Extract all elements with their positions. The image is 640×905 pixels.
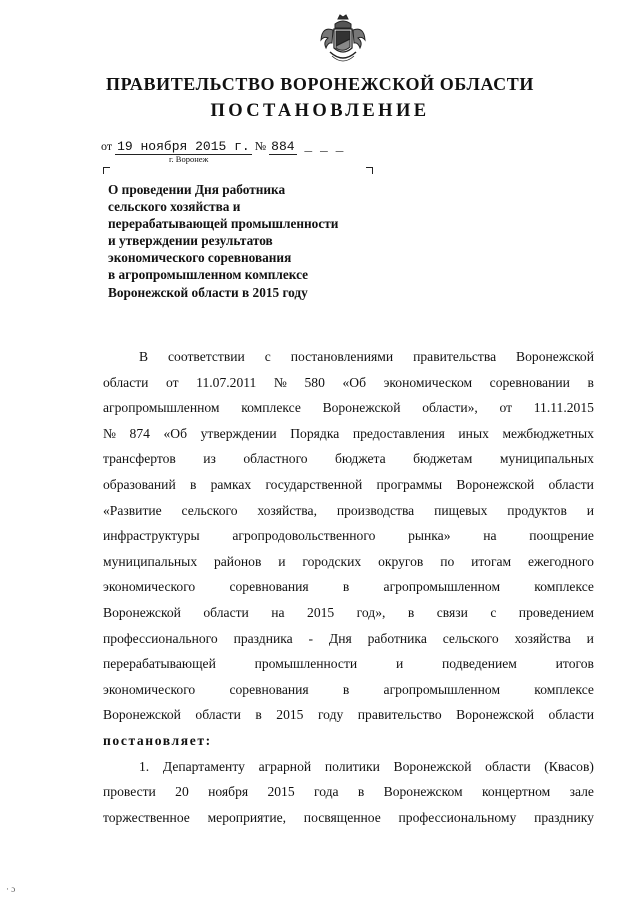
body-word: зале [569, 784, 594, 800]
body-word: посвященное [303, 809, 381, 825]
body-word: пищевых [434, 502, 488, 518]
body-word: районов [213, 553, 262, 569]
body-line [103, 754, 594, 780]
body-word: 2015 [307, 604, 335, 620]
body-word: промышленности [254, 656, 358, 672]
body-word: торжественное [103, 809, 190, 825]
body-line [103, 472, 594, 498]
body-word: аграрной [258, 758, 312, 774]
body-word: на [271, 604, 285, 620]
body-line [103, 779, 594, 805]
body-word: Департаменту [162, 758, 245, 774]
body-word: и [278, 553, 286, 569]
body-line [103, 498, 594, 524]
body-word: на [483, 528, 497, 544]
body-word: связи [436, 604, 468, 620]
resolves-line: постановляет: [103, 732, 212, 748]
body-line [103, 702, 594, 728]
body-word: государственной [265, 476, 363, 492]
body-word: - [308, 630, 314, 646]
body-word: 11.07.2011 [196, 374, 257, 390]
body-word: концертном [481, 784, 551, 800]
body-word: мероприятие, [207, 809, 287, 825]
date-number-line: от 19 ноября 2015 г. № 884 _ _ _ [101, 139, 344, 154]
body-word: области [548, 707, 594, 723]
body-word: комплексе [534, 579, 594, 595]
body-word: Воронежской [393, 758, 472, 774]
body-word: экономическом [383, 374, 473, 390]
body-word: «Развитие [103, 502, 162, 518]
body-word: области [485, 758, 531, 774]
body-word: в [189, 476, 197, 492]
body-word: № [273, 374, 287, 390]
body-word: сельского [181, 502, 238, 518]
body-word: политики [324, 758, 380, 774]
body-word: области [103, 374, 149, 390]
page-corner-mark: · ɔ [6, 884, 16, 894]
subject-line: экономического соревнования [108, 250, 292, 266]
body-line [103, 370, 594, 396]
body-line [103, 805, 594, 831]
subject-bracket-right [366, 167, 373, 174]
body-word: утверждении [200, 425, 277, 441]
body-word: поощрение [529, 528, 594, 544]
body-word: Дня [328, 630, 352, 646]
body-word: из [203, 451, 216, 467]
body-word: области [203, 604, 249, 620]
body-word: иных [458, 425, 489, 441]
body-word: и [586, 502, 594, 518]
body-word: года [313, 784, 339, 800]
body-line [103, 600, 594, 626]
coat-of-arms-emblem [318, 12, 368, 66]
body-word: ноября [208, 784, 249, 800]
body-line [103, 446, 594, 472]
body-word: в [255, 707, 262, 723]
body-word: «Об [163, 425, 188, 441]
body-word: программы [376, 476, 443, 492]
document-number: 884 [271, 139, 295, 154]
body-word: комплексе [534, 681, 594, 697]
body-word: в [587, 374, 594, 390]
body-word: межбюджетных [502, 425, 594, 441]
city-label: г. Воронеж [169, 154, 209, 164]
body-line [103, 549, 594, 575]
body-word: продуктов [507, 502, 567, 518]
body-word: соревнования [229, 681, 309, 697]
body-word: Воронежской [322, 400, 401, 416]
body-word: рамках [210, 476, 252, 492]
body-word: работника [367, 630, 427, 646]
body-word: постановлениями [290, 349, 394, 364]
document-body [103, 344, 594, 830]
body-word: сельского [442, 630, 499, 646]
body-word: предоставления [352, 425, 445, 441]
body-word: год», [356, 604, 386, 620]
body-word: бюджетам [413, 451, 473, 467]
body-word: ежегодного [528, 553, 594, 569]
body-word: проведением [518, 604, 594, 620]
body-word: итогам [471, 553, 512, 569]
body-word: от [166, 374, 179, 390]
body-word: комплексе [241, 400, 301, 416]
body-word: профессионального [103, 630, 218, 646]
body-word: рынка» [408, 528, 451, 544]
subject-line: О проведении Дня работника [108, 182, 286, 197]
body-word: профессиональному [398, 809, 517, 825]
body-word: инфраструктуры [103, 528, 200, 544]
body-line [103, 344, 594, 370]
body-word: экономического [103, 681, 196, 697]
body-word: по [440, 553, 455, 569]
body-word: празднику [534, 809, 594, 825]
subject-line: в агропромышленном комплексе [108, 267, 309, 283]
body-word: в [357, 784, 365, 800]
document-type-title: ПОСТАНОВЛЕНИЕ [210, 101, 430, 121]
body-word: и [586, 630, 594, 646]
body-word: перерабатывающей [103, 656, 216, 672]
body-word: правительство [357, 707, 442, 723]
date-prefix: от [101, 139, 113, 153]
body-word: Воронежской [103, 707, 181, 723]
body-word: трансфертов [103, 451, 176, 467]
body-word: агропромышленном [383, 579, 501, 595]
body-word: Воронежской [103, 604, 181, 620]
body-word: итогов [555, 656, 594, 672]
body-word: 1. [139, 758, 150, 774]
number-prefix: № [254, 139, 267, 153]
body-word: Воронежской [516, 349, 594, 364]
body-word: Воронежском [383, 784, 463, 800]
subject-line: Воронежской области в 2015 году [108, 284, 308, 300]
body-word: агропромышленном [103, 400, 220, 416]
body-word: области [548, 476, 594, 492]
body-word: соревновании [489, 374, 570, 390]
body-word: экономического [103, 579, 196, 595]
body-word: бюджета [335, 451, 386, 467]
body-word: 11.11.2015 [533, 400, 594, 416]
body-word: от [499, 400, 513, 416]
body-word: областного [243, 451, 308, 467]
body-word: в [342, 579, 350, 595]
subject-line: и утверждении результатов [108, 233, 273, 249]
government-title: ПРАВИТЕЛЬСТВО ВОРОНЕЖСКОЙ ОБЛАСТИ [106, 74, 534, 94]
body-word: соответствии [168, 349, 245, 364]
body-line [103, 523, 594, 549]
body-word: году [317, 707, 344, 723]
body-word: хозяйства, [257, 502, 317, 518]
body-word: провести [103, 784, 156, 800]
body-word: Воронежской [456, 476, 535, 492]
body-word: 874 [129, 425, 150, 441]
subject-line: перерабатывающей промышленности [108, 216, 339, 232]
body-word: образований [103, 476, 176, 492]
body-word: Воронежской [456, 707, 535, 723]
subject-bracket-left [103, 167, 110, 174]
body-word: городских [302, 553, 362, 569]
body-word: Порядка [290, 425, 340, 441]
body-word: области», [422, 400, 478, 416]
body-word: праздника [233, 630, 293, 646]
body-word: в [342, 681, 350, 697]
body-word: округов [378, 553, 424, 569]
body-word: 2015 [276, 707, 304, 723]
body-line [103, 421, 594, 447]
body-word: «Об [342, 374, 366, 390]
body-word: В [139, 349, 149, 364]
body-line [103, 651, 594, 677]
document-subject [108, 181, 398, 301]
body-word: агропромышленном [383, 681, 501, 697]
subject-line: сельского хозяйства и [108, 199, 241, 215]
body-word: соревнования [229, 579, 309, 595]
body-word: с [264, 349, 271, 364]
body-word: № [103, 425, 116, 441]
body-word: подведением [441, 656, 517, 672]
body-word: 580 [304, 374, 325, 390]
body-word: агропродовольственного [232, 528, 376, 544]
body-line [103, 395, 594, 421]
body-word: 20 [175, 784, 189, 800]
body-word: и [395, 656, 404, 672]
body-word: области [195, 707, 241, 723]
body-line [103, 626, 594, 652]
body-word: муниципальных [499, 451, 594, 467]
body-word: в [407, 604, 415, 620]
body-word: производства [336, 502, 415, 518]
document-date: 19 ноября 2015 г. [117, 139, 250, 154]
body-word: правительства [413, 349, 497, 364]
body-word: муниципальных [103, 553, 198, 569]
body-word: хозяйства [514, 630, 571, 646]
body-word: с [490, 604, 497, 620]
body-word: 2015 [267, 784, 295, 800]
body-word: (Квасов) [544, 758, 594, 774]
body-line [103, 574, 594, 600]
body-line [103, 677, 594, 703]
